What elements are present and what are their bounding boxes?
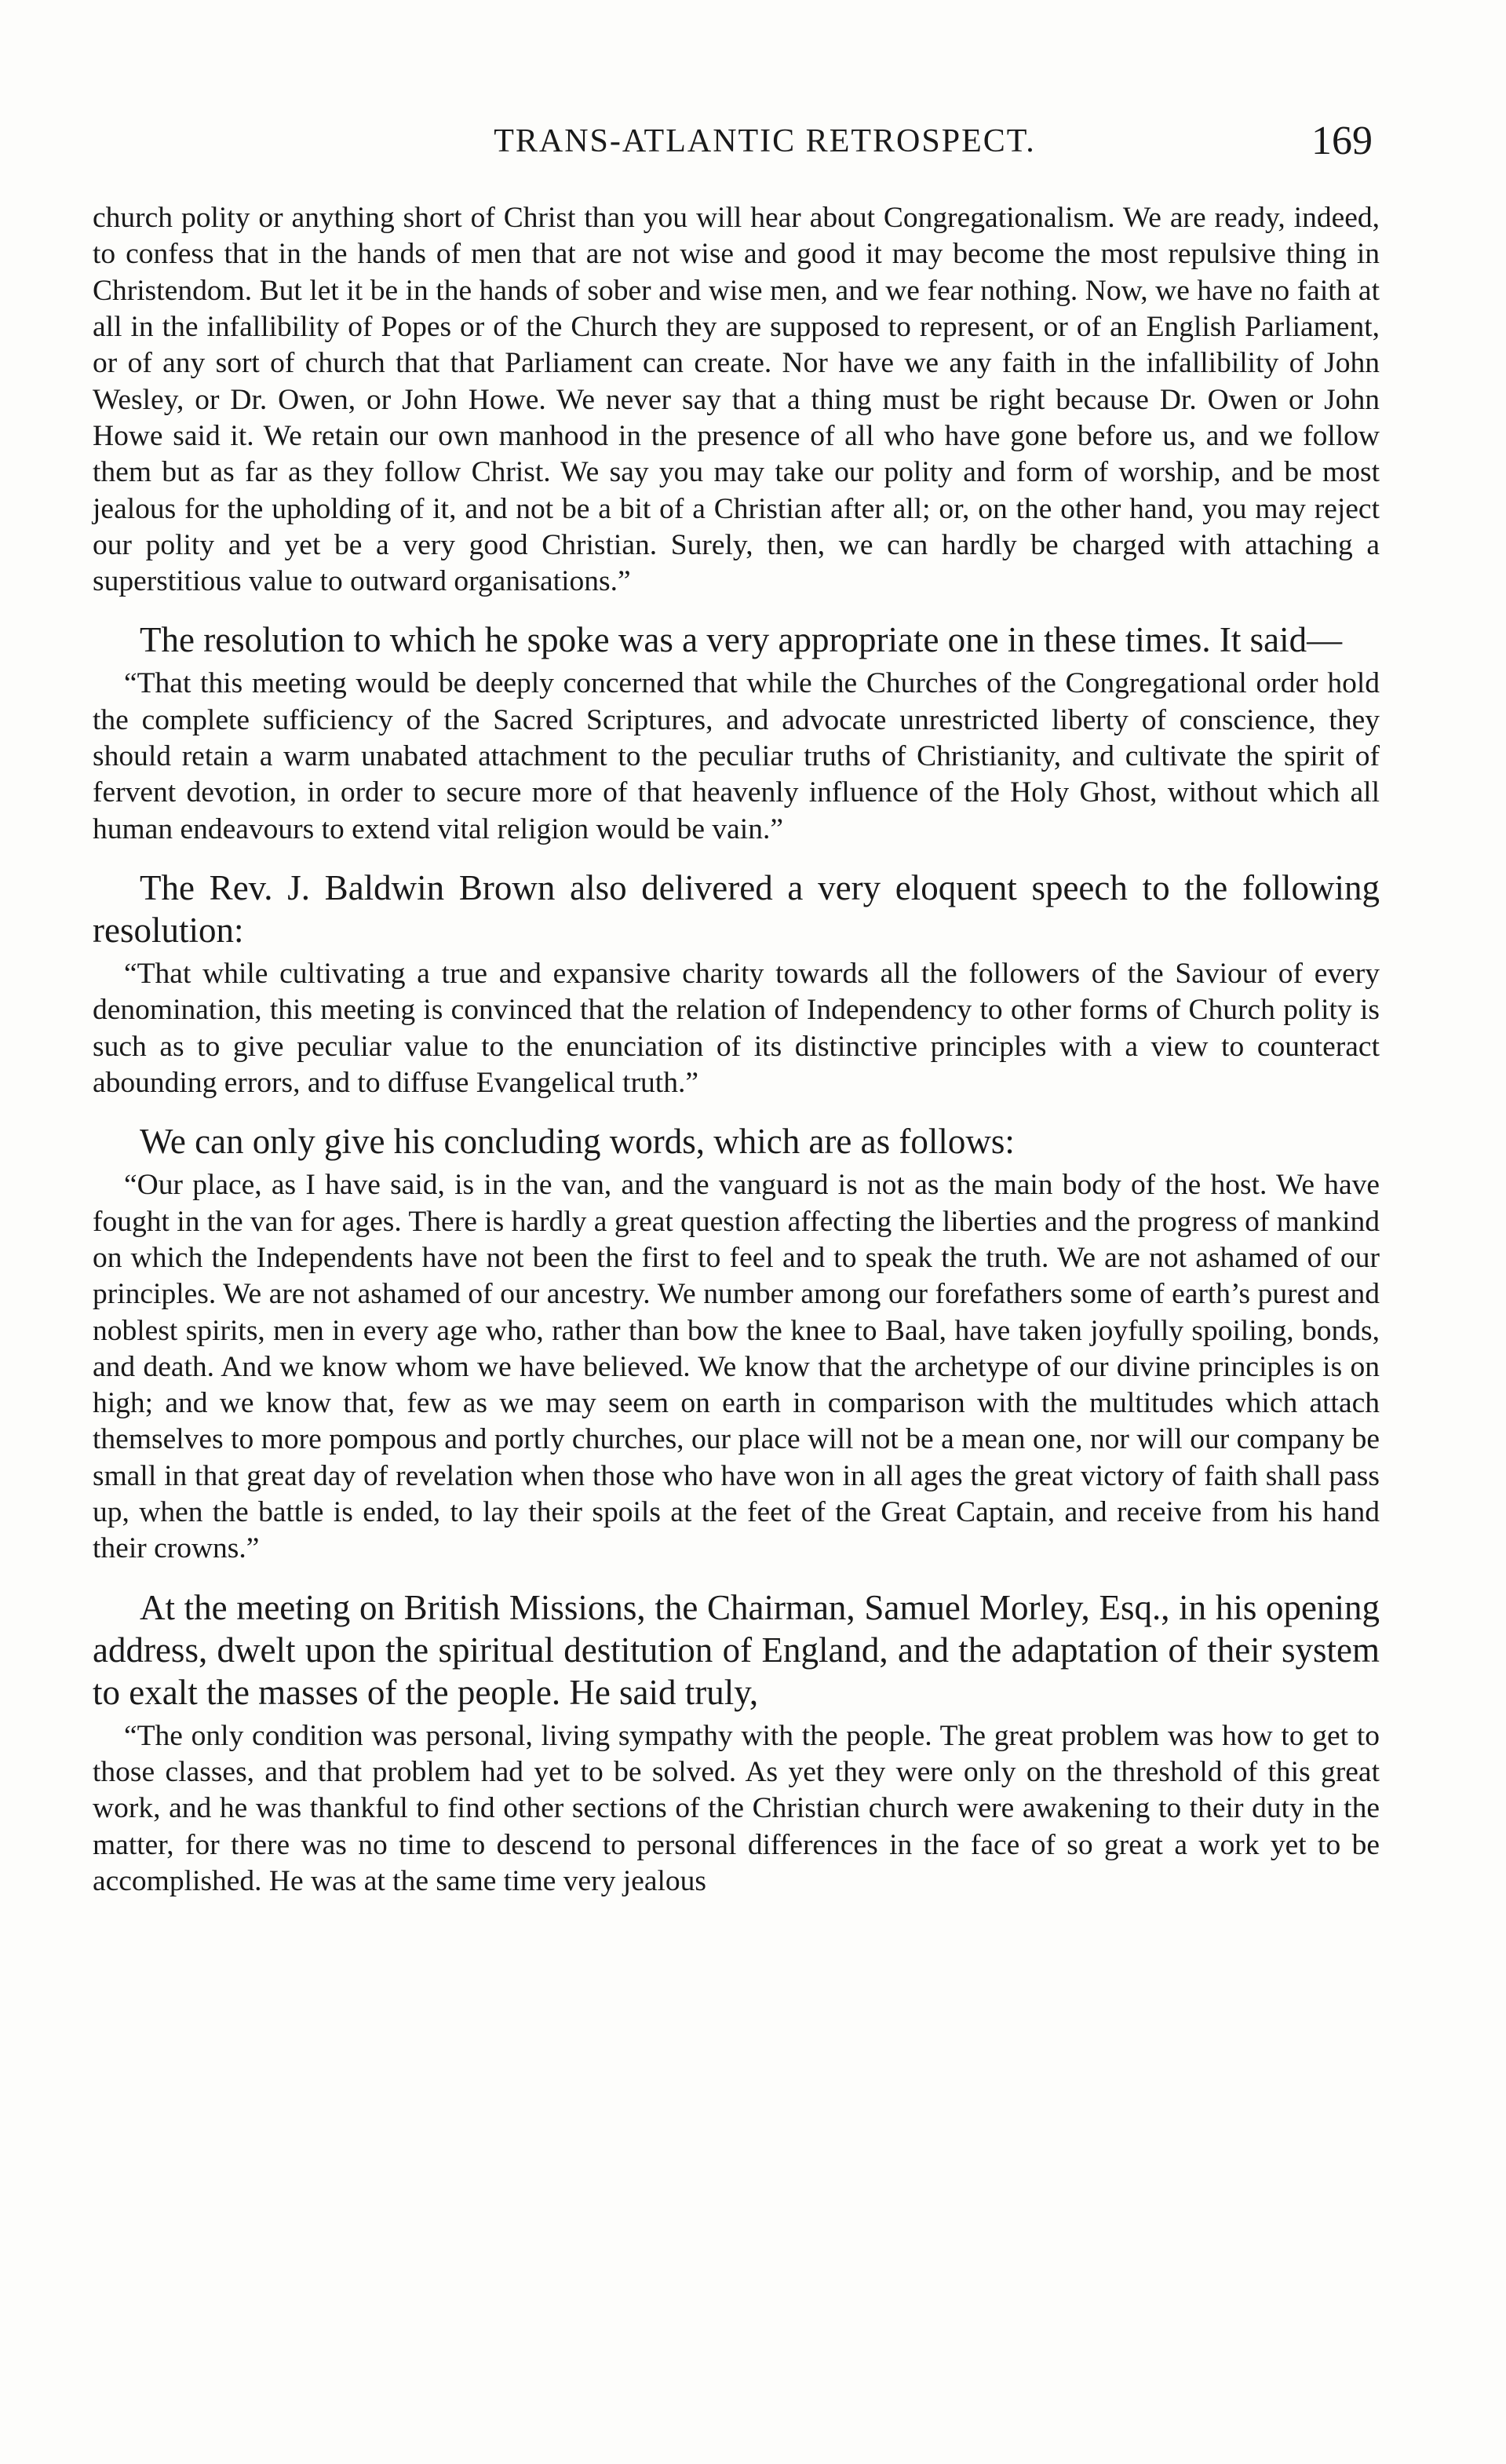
text-column <box>93 200 1380 1900</box>
quoted-speech: “The only condition was personal, living sympathy with the people. The great problem was how to get to those classes, and that problem had yet to be solved. As yet they were only on the threshold of this great work, and he was thankful to find other sections of the Christian church were awakening to their duty in the matter, for there was no time to descend to personal differences in the face of so great a work yet to be accomplished. He was at the same time very jealous <box>93 1719 1380 1897</box>
body-paragraph: We can only give his concluding words, which are as follows: <box>140 1122 1015 1162</box>
body-paragraph: The Rev. J. Baldwin Brown also delivered a very eloquent speech to the following resolution: <box>93 868 1380 950</box>
body-paragraph: The resolution to which he spoke was a very appropriate one in these times. It said— <box>140 620 1343 660</box>
quoted-speech: “Our place, as I have said, is in the van, and the vanguard is not as the main body of the host. We have fought in the van for ages. There is hardly a great question affecting the liberties and the progress of mankind on which the Independents have not been the first to feel and to speak the truth. We are not ashamed of our principles. We are not ashamed of our ancestry. We number among our forefathers some of earth’s purest and noblest spirits, men in every age who, rather than bow the knee to Baal, have taken joyfully spoiling, bonds, and death. And we know whom we have believed. We know that the archetype of our divine principles is on high; and we know that, few as we may seem on earth in comparison with the multitudes which attach themselves to more pompous and portly churches, our place will not be a mean one, nor will our company be small in that great day of revelation when those who have won in all ages the great victory of faith shall pass up, when the battle is ended, to lay their spoils at the feet of the Great Captain, and receive from his hand their crowns.” <box>93 1169 1380 1565</box>
body-paragraph: At the meeting on British Missions, the Chairman, Samuel Morley, Esq., in his opening address, dwelt upon the spiritual destitution of England, and the adaptation of their system to exalt the masses of the people. He said truly, <box>93 1587 1380 1712</box>
page-number: 169 <box>1311 119 1373 163</box>
running-head: TRANS-ATLANTIC RETROSPECT. <box>494 123 1036 159</box>
quoted-resolution: “That this meeting would be deeply concerned that while the Churches of the Congregational order hold the complete sufficiency of the Sacred Scriptures, and advocate unrestricted liberty of conscience, they should retain a warm unabated attachment to the peculiar truths of Christianity, and cultivate the spirit of fervent devotion, in order to secure more of that heavenly influence of the Holy Ghost, without which all human endeavours to extend vital religion would be vain.” <box>93 667 1380 845</box>
quoted-paragraph-continued: church polity or anything short of Christ than you will hear about Congregationalism. We are ready, indeed, to confess that in the hands of men that are not wise and good it may become the most repulsive thing in Christendom. But let it be in the hands of sober and wise men, and we fear nothing. Now, we have no faith at all in the infallibility of Popes or of the Church they are supposed to represent, or of an English Parliament, or of any sort of church that that Parliament can create. Nor have we any faith in the infallibility of John Wesley, or Dr. Owen, or John Howe. We never say that a thing must be right because Dr. Owen or John Howe said it. We retain our own manhood in the presence of all who have gone before us, and we follow them but as far as they follow Christ. We say you may take our polity and form of worship, and be most jealous for the upholding of it, and not be a bit of a Christian after all; or, on the other hand, you may reject our polity and yet be a very good Christian. Surely, then, we can hardly be charged with attaching a superstitious value to outward organisations.” <box>93 202 1380 598</box>
page-header <box>157 118 1373 165</box>
quoted-resolution: “That while cultivating a true and expansive charity towards all the followers of the Saviour of every denomination, this meeting is convinced that the relation of Independency to other forms of Church polity is such as to give peculiar value to the enunciation of its distinctive principles with a view to counteract abounding errors, and to diffuse Evangelical truth.” <box>93 958 1380 1099</box>
